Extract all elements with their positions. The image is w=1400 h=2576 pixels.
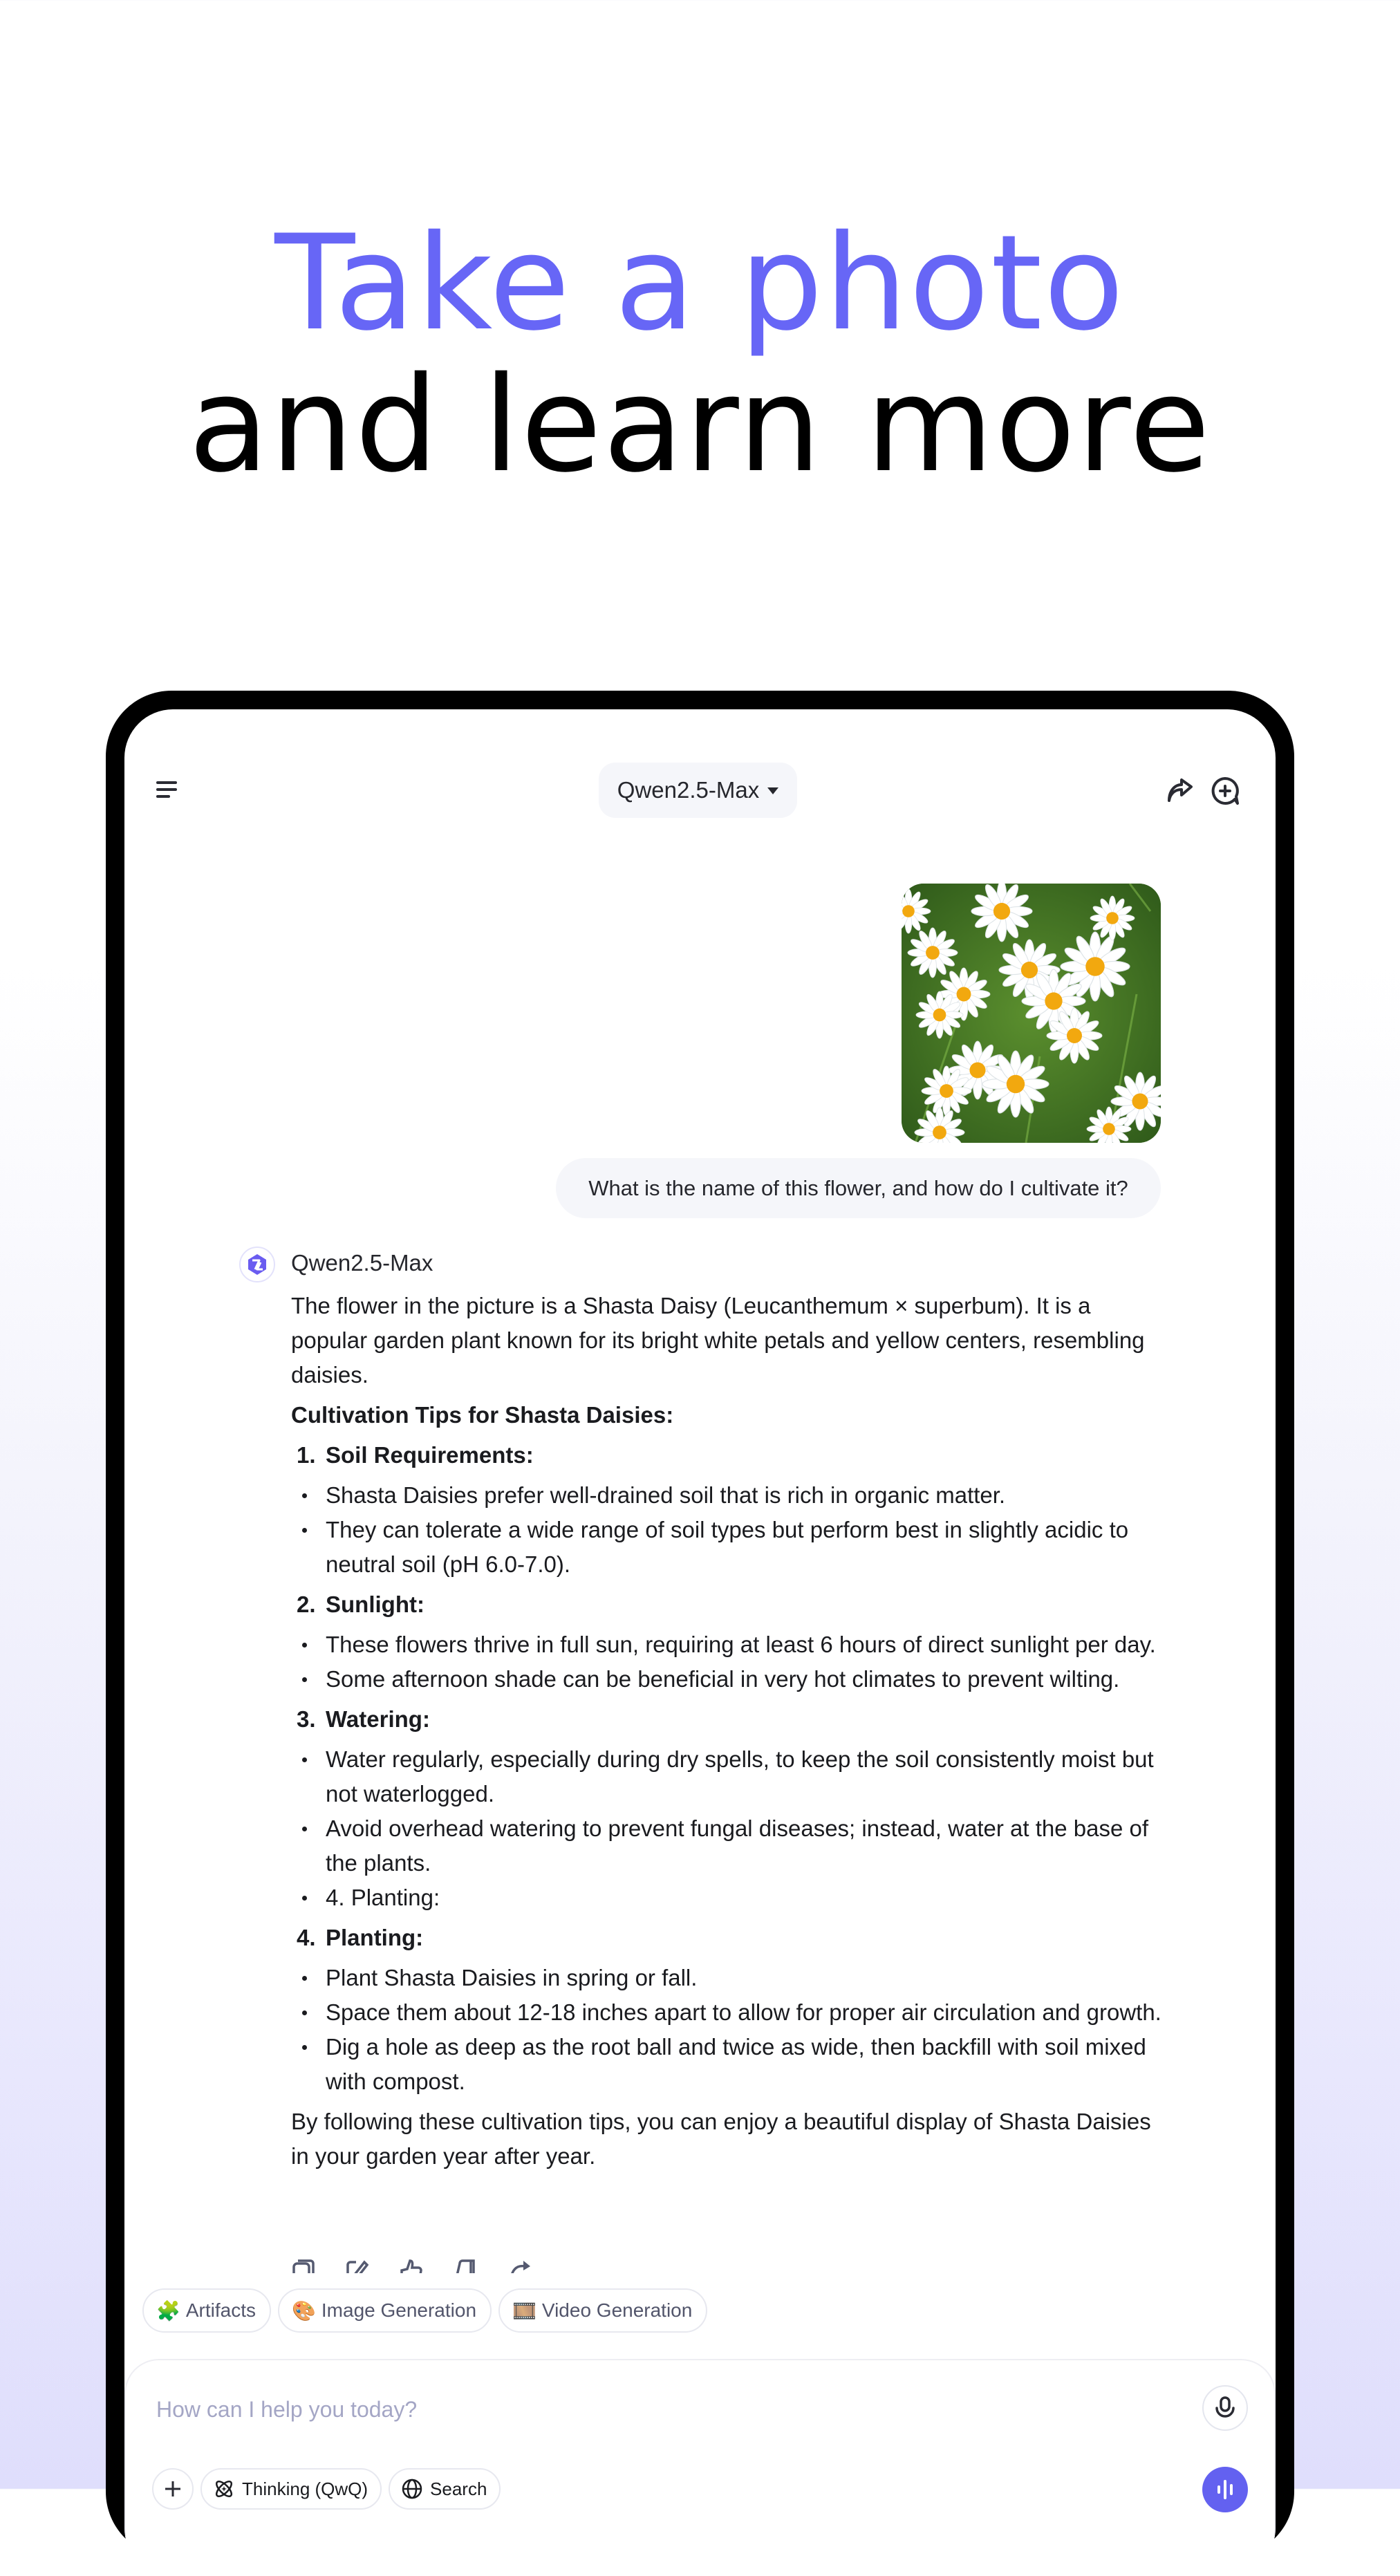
headline-line-1: Take a photo [274, 207, 1126, 360]
microphone-icon [1214, 2396, 1236, 2420]
edit-icon[interactable] [345, 2258, 370, 2273]
list-item: Water regularly, especially during dry spells, to keep the soil consistently moist but not waterlogged. [291, 1742, 1169, 1811]
chat-screen [124, 709, 1276, 2576]
tips-heading: Cultivation Tips for Shasta Daisies: [291, 1402, 674, 1428]
palette-icon: 🎨 [292, 2299, 316, 2322]
new-chat-icon [1210, 776, 1240, 806]
response-intro: The flower in the picture is a Shasta Daisy (Leucanthemum × superbum). It is a popular garden plant known for its bright white petals and yellow centers, resembling daisies. [291, 1293, 1145, 1388]
bullet-list [291, 1742, 1169, 1915]
chip-video-generation[interactable]: 🎞️ Video Generation [498, 2288, 707, 2333]
sound-wave-icon [1213, 2478, 1237, 2501]
list-item: Plant Shasta Daisies in spring or fall. [291, 1961, 1169, 1995]
section-heading: 1. Soil Requirements: [297, 1442, 534, 1468]
phone-frame [106, 691, 1294, 2557]
menu-icon [155, 777, 180, 802]
list-item: Shasta Daisies prefer well-drained soil that is rich in organic matter. [291, 1478, 1169, 1513]
user-message-text: What is the name of this flower, and how do I cultivate it? [588, 1175, 1128, 1200]
user-message-bubble [556, 1158, 1161, 1218]
message-actions [291, 2258, 532, 2273]
assistant-avatar [239, 1247, 275, 1282]
response-outro: By following these cultivation tips, you can enjoy a beautiful display of Shasta Daisies in your garden year after year. [291, 2109, 1151, 2169]
list-item: Dig a hole as deep as the root ball and twice as wide, then backfill with soil mixed with compost. [291, 2030, 1169, 2099]
model-selector-label: Qwen2.5-Max [617, 777, 760, 803]
assistant-response [291, 1289, 1169, 2179]
share-button[interactable] [1165, 777, 1194, 806]
composer-toolbar [152, 2468, 501, 2510]
attach-button[interactable] [152, 2468, 194, 2510]
model-selector[interactable] [599, 763, 797, 818]
section-heading: 2. Sunlight: [297, 1592, 424, 1617]
chip-artifacts[interactable]: 🧩 Artifacts [142, 2288, 271, 2333]
new-chat-button[interactable] [1210, 776, 1240, 806]
list-item: Some afternoon shade can be beneficial in very hot climates to prevent wilting. [291, 1662, 1169, 1697]
list-item: These flowers thrive in full sun, requiring at least 6 hours of direct sunlight per day. [291, 1627, 1169, 1662]
assistant-name: Qwen2.5-Max [291, 1250, 433, 1276]
voice-mode-button[interactable] [1202, 2467, 1248, 2512]
bullet-list [291, 1961, 1169, 2099]
thumbs-down-icon[interactable] [453, 2258, 478, 2273]
section-heading: 3. Watering: [297, 1706, 430, 1732]
bullet-list [291, 1627, 1169, 1697]
section-heading: 4. Planting: [297, 1925, 424, 1950]
menu-button[interactable] [155, 777, 180, 802]
bullet-list [291, 1478, 1169, 1582]
list-item: They can tolerate a wide range of soil types but perform best in slightly acidic to neutral soil (pH 6.0-7.0). [291, 1513, 1169, 1582]
headline-line-2: and learn more [188, 348, 1212, 501]
list-item: Avoid overhead watering to prevent fungal diseases; instead, water at the base of the plants. [291, 1811, 1169, 1880]
quick-action-chips [142, 2288, 707, 2333]
puzzle-icon: 🧩 [156, 2299, 180, 2322]
share-icon [1165, 777, 1194, 806]
list-item: 4. Planting: [291, 1880, 1169, 1915]
chip-image-generation[interactable]: 🎨 Image Generation [278, 2288, 492, 2333]
search-toggle[interactable]: Search [389, 2468, 501, 2510]
globe-icon [401, 2478, 423, 2500]
uploaded-flower-photo[interactable] [902, 884, 1161, 1143]
thumbs-up-icon[interactable] [399, 2258, 424, 2273]
regenerate-icon[interactable] [507, 2258, 532, 2273]
thinking-toggle[interactable]: Thinking (QwQ) [200, 2468, 382, 2510]
microphone-button[interactable] [1202, 2385, 1248, 2431]
caret-down-icon [767, 787, 778, 794]
copy-icon[interactable] [291, 2258, 316, 2273]
composer [124, 2359, 1276, 2576]
qwen-logo-icon [245, 1253, 269, 1276]
atom-icon [213, 2478, 235, 2500]
daisy-image [902, 884, 1161, 1143]
plus-icon [163, 2479, 183, 2499]
list-item: Space them about 12-18 inches apart to allow for proper air circulation and growth. [291, 1995, 1169, 2030]
film-icon: 🎞️ [512, 2299, 536, 2322]
message-input[interactable] [155, 2396, 1056, 2423]
